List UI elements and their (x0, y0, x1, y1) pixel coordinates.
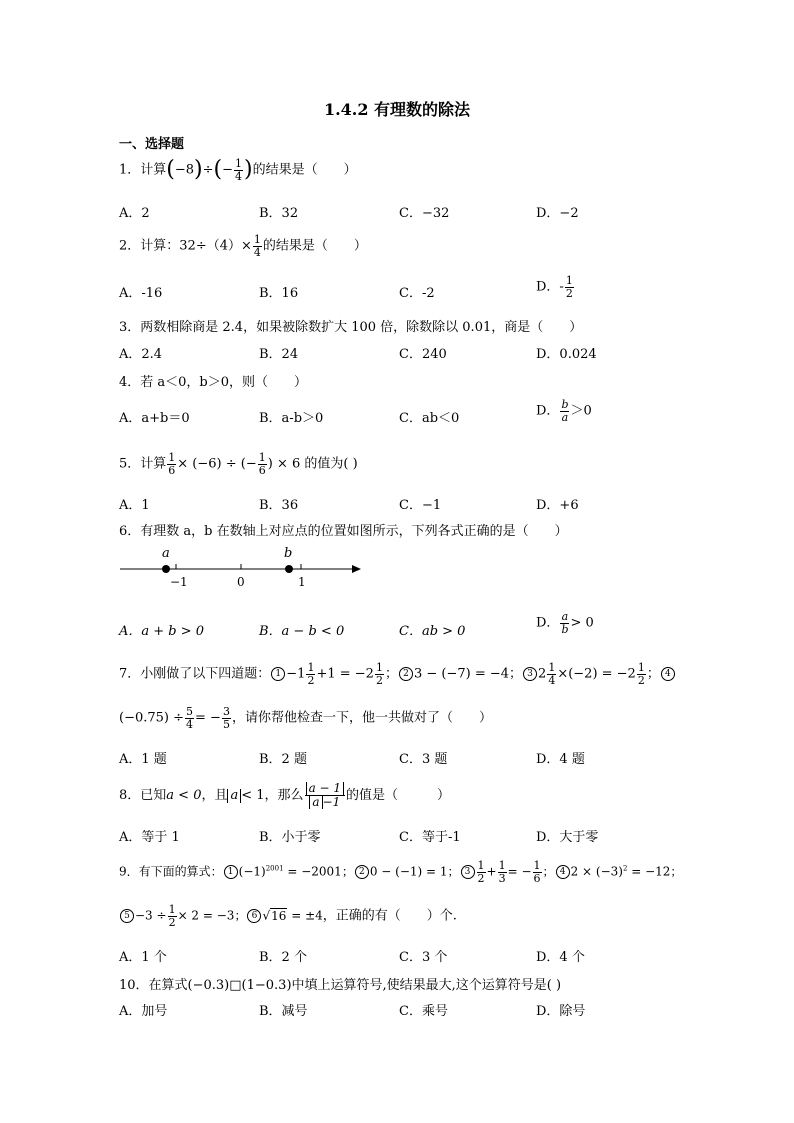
q5-option-d[interactable]: D．+6 (536, 498, 579, 513)
q3-option-c[interactable]: C．240 (399, 347, 447, 362)
q6-option-c[interactable]: C．ab > 0 (399, 624, 466, 639)
q8-option-a[interactable]: A．等于 1 (119, 830, 180, 845)
label-a: a (162, 546, 170, 561)
fraction: $\frac{1}{4}$ (235, 157, 243, 183)
q7-option-b[interactable]: B．2 题 (259, 752, 307, 767)
q8-option-d[interactable]: D．大于零 (536, 830, 599, 845)
q1-option-b[interactable]: B．32 (259, 206, 299, 221)
fraction: $\frac{1}{4}$ (253, 233, 261, 259)
q2-option-b[interactable]: B．16 (259, 286, 299, 301)
q9-option-d[interactable]: D．4 个 (536, 950, 585, 965)
q2-option-a[interactable]: A．-16 (119, 286, 163, 301)
q7-option-d[interactable]: D．4 题 (536, 752, 585, 767)
q5-option-c[interactable]: C．−1 (399, 498, 442, 513)
q6-option-b[interactable]: B．a − b < 0 (259, 624, 345, 639)
question-6: 6．有理数 a，b 在数轴上对应点的位置如图所示，下列各式正确的是（ ） (119, 524, 568, 539)
q2-option-c[interactable]: C．-2 (399, 286, 435, 301)
tick-label-1: 1 (298, 575, 306, 589)
question-7-line-2: (−0.75) ÷ $\frac{5}{4}$ = − $\frac{3}{5}$ ，请你帮他检查一下，他一共做对了（ ） (119, 705, 492, 731)
q4-option-a[interactable]: A．a+b＝0 (119, 411, 190, 426)
q4-option-c[interactable]: C．ab＜0 (399, 411, 460, 426)
question-1: 1．计算(−8)÷(− $\frac{1}{4}$ )的结果是（ ） (119, 157, 357, 183)
q6-option-a[interactable]: A．a + b > 0 (119, 624, 205, 639)
axis-arrow (352, 565, 361, 573)
point-b (285, 565, 293, 573)
q1-option-a[interactable]: A．2 (119, 206, 150, 221)
q8-option-c[interactable]: C．等于-1 (399, 830, 461, 845)
q7-option-a[interactable]: A．1 题 (119, 752, 167, 767)
question-7-line-1: 7．小刚做了以下四道题： 1 −1 $\frac{1}{2}$ +1 = −2 $\frac{1}{2}$ ； 2 3 − (−7) = −4； 3 2 $\frac{1}{4}$ ×(−2) = −2 $\frac{1}{2}$ ； 4 (119, 662, 676, 686)
q10-option-b[interactable]: B．减号 (259, 1004, 308, 1019)
question-9-line-2: 5 −3 ÷ $\frac{1}{2}$ × 2 = −3； 6 √16 = ±4，正确的有（ ）个. (119, 904, 457, 928)
q1-option-d[interactable]: D．−2 (536, 206, 579, 221)
tick-label-0: 0 (237, 575, 245, 589)
q4-option-d[interactable]: D． $\frac{b}{a}$ ＞0 (536, 398, 592, 424)
q9-option-a[interactable]: A．1 个 (119, 950, 167, 965)
question-8: 8．已知a < 0，且 a < 1，那么 $\frac{a - 1}{a -1}$ 的值是（ ） (119, 781, 451, 810)
question-3: 3．两数相除商是 2.4，如果被除数扩大 100 倍，除数除以 0.01，商是（ ） (119, 320, 583, 335)
q10-option-a[interactable]: A．加号 (119, 1004, 168, 1019)
number-line-diagram (118, 544, 363, 592)
q9-option-b[interactable]: B．2 个 (259, 950, 307, 965)
question-2: 2．计算：32÷（4）× $\frac{1}{4}$ 的结果是（ ） (119, 233, 367, 259)
question-5: 5．计算 $\frac{1}{6}$ × (−6) ÷ (− $\frac{1}{6}$ ) × 6 的值为( ) (119, 451, 358, 477)
q6-option-d[interactable]: D． $\frac{a}{b}$ > 0 (536, 610, 594, 636)
q5-option-a[interactable]: A．1 (119, 498, 150, 513)
point-a (162, 565, 170, 573)
q8-option-b[interactable]: B．小于零 (259, 830, 321, 845)
section-heading: 一、选择题 (119, 137, 185, 152)
q9-option-c[interactable]: C．3 个 (399, 950, 448, 965)
tick-label-m1: −1 (170, 575, 188, 589)
q5-option-b[interactable]: B．36 (259, 498, 299, 513)
q3-option-b[interactable]: B．24 (259, 347, 299, 362)
q7-option-c[interactable]: C．3 题 (399, 752, 448, 767)
q10-option-d[interactable]: D．除号 (536, 1004, 586, 1019)
q1-option-c[interactable]: C．−32 (399, 206, 450, 221)
q3-option-d[interactable]: D．0.024 (536, 347, 597, 362)
q2-option-d[interactable]: D．- $\frac{1}{2}$ (536, 274, 573, 300)
page-title: 1.4.2 有理数的除法 (323, 100, 471, 119)
question-9-line-1: 9．有下面的算式： 1 $(-1)^{2001} = -2001$； 2 0 − (−1) = 1； 3 $\frac{1}{2}$ + $\frac{1}{3}$ = − $\frac{1}{6}$ ； 4 $2 \times (-3)^2 = -12$； (119, 859, 683, 885)
q10-option-c[interactable]: C．乘号 (399, 1004, 448, 1019)
label-b: b (284, 546, 293, 561)
q4-option-b[interactable]: B．a-b＞0 (259, 411, 324, 426)
question-4: 4．若 a＜0，b＞0，则（ ） (119, 375, 308, 390)
q3-option-a[interactable]: A．2.4 (119, 347, 163, 362)
question-10: 10．在算式(−0.3)□(1−0.3)中填上运算符号,使结果最大,这个运算符号是( ) (119, 978, 562, 993)
